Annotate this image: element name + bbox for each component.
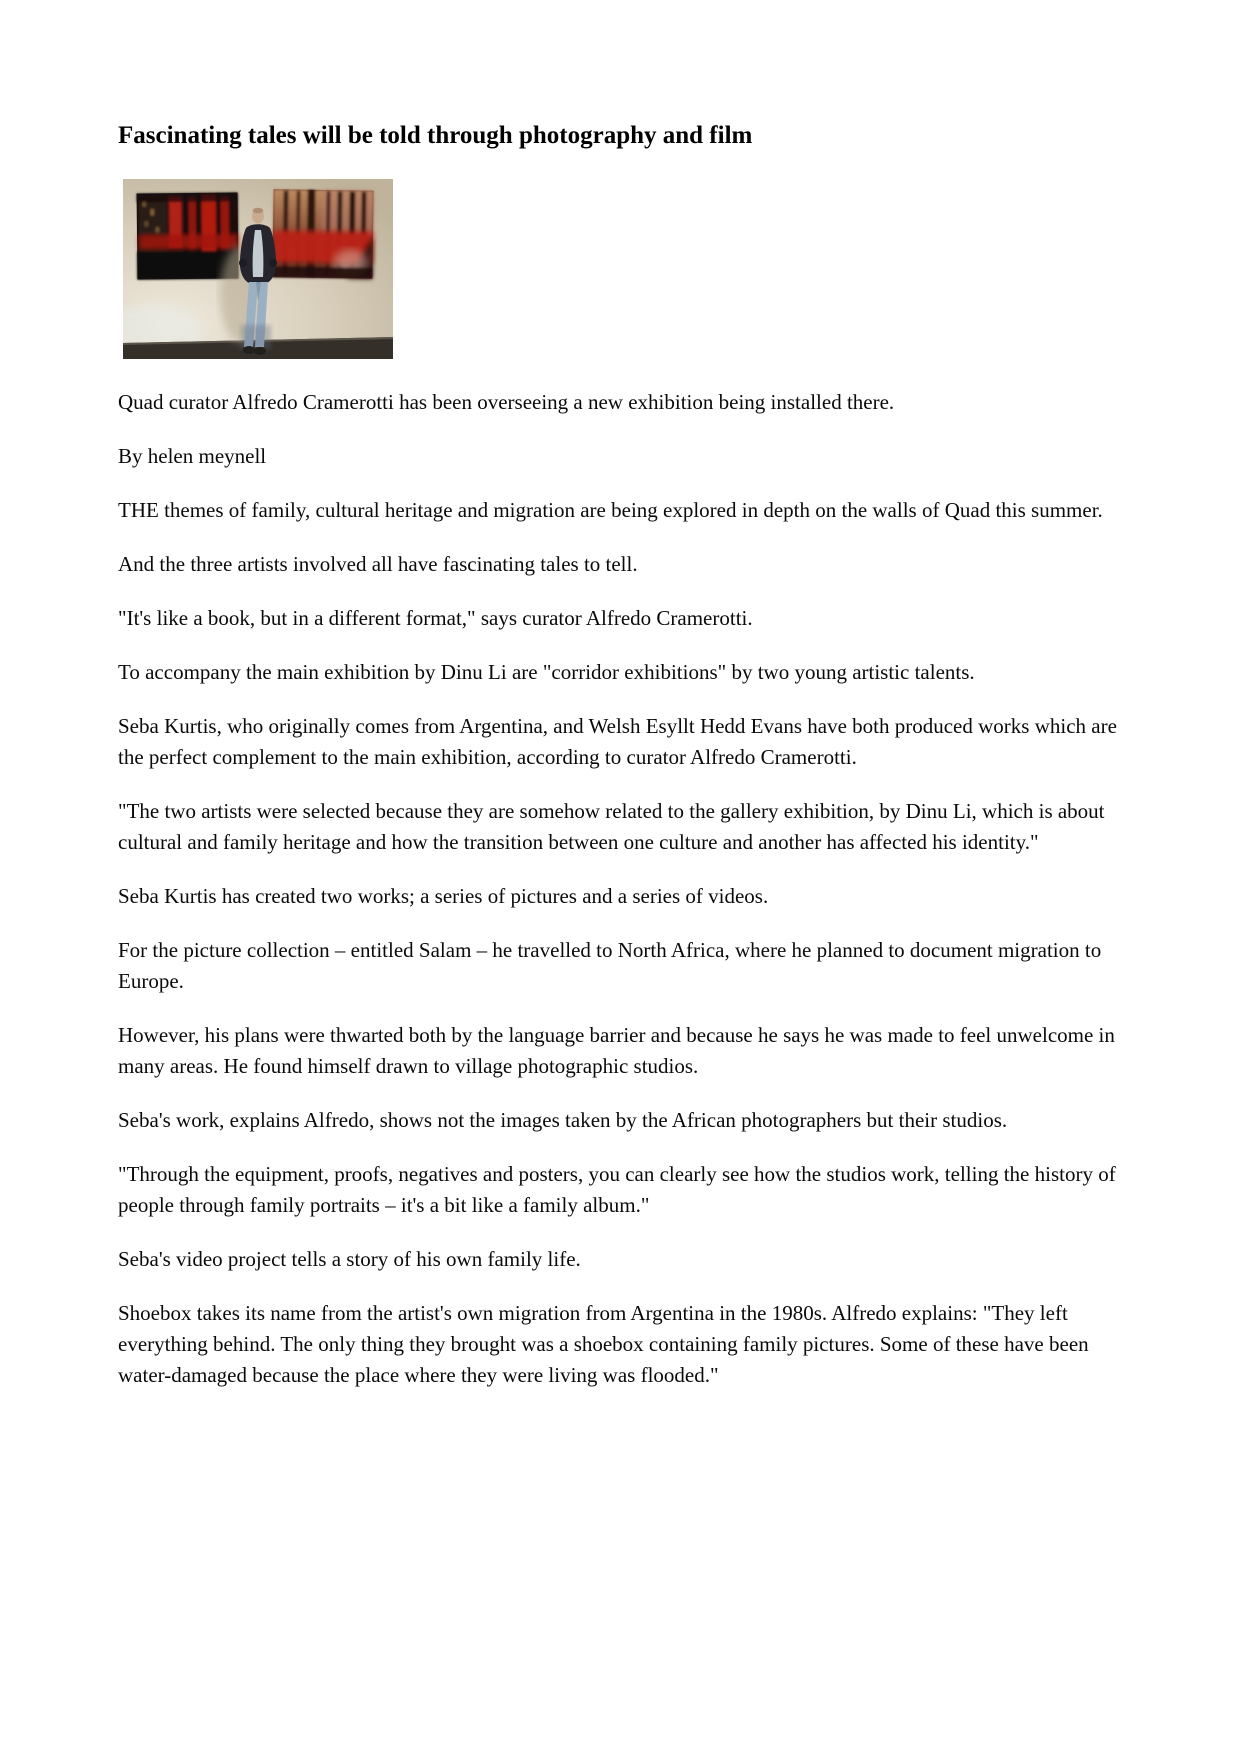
article-paragraph: Seba's work, explains Alfredo, shows not the images taken by the African photographers but their studios. xyxy=(118,1108,1008,1132)
left-painting xyxy=(137,192,239,279)
article-paragraph: Shoebox takes its name from the artist's own migration from Argentina in the 1980s. Alfredo explains: "They left everything behind. The only thing they brought was a shoebox containing family pictures. Some of these have been water-damaged because the place where they were living was flooded." xyxy=(118,1301,1089,1387)
article-byline: By helen meynell xyxy=(118,444,267,468)
shirt xyxy=(253,230,264,277)
right-shoe xyxy=(254,347,266,355)
right-hand-pocket xyxy=(269,259,277,267)
left-hand-pocket xyxy=(239,259,247,267)
article-paragraph: "Through the equipment, proofs, negatives and posters, you can clearly see how the studios work, telling the history of people through family portraits – it's a bit like a family album." xyxy=(118,1162,1116,1217)
article-paragraph: Seba's video project tells a story of his own family life. xyxy=(118,1247,581,1271)
left-shoe xyxy=(243,346,255,354)
article-paragraph: Seba Kurtis, who originally comes from Argentina, and Welsh Esyllt Hedd Evans have both produced works which are the perfect complement to the main exhibition, according to curator Alfredo Cramerotti. xyxy=(118,714,1117,769)
lower-leg-shadow xyxy=(241,325,271,349)
article-paragraph: "The two artists were selected because they are somehow related to the gallery exhibition, by Dinu Li, which is about cultural and family heritage and how the transition between one culture and another has affected his identity." xyxy=(118,799,1105,854)
article-paragraph: "It's like a book, but in a different format," says curator Alfredo Cramerotti. xyxy=(118,606,753,630)
article-paragraph: And the three artists involved all have fascinating tales to tell. xyxy=(118,552,638,576)
hair xyxy=(253,208,264,214)
gallery-photo-illustration xyxy=(123,179,393,359)
article-headline: Fascinating tales will be told through photography and film xyxy=(118,122,753,149)
article-paragraph: For the picture collection – entitled Salam – he travelled to North Africa, where he planned to document migration to Europe. xyxy=(118,938,1102,993)
article-paragraph: Seba Kurtis has created two works; a series of pictures and a series of videos. xyxy=(118,884,769,908)
right-painting xyxy=(272,189,373,278)
article-paragraph: However, his plans were thwarted both by the language barrier and because he says he was made to feel unwelcome in many areas. He found himself drawn to village photographic studios. xyxy=(118,1023,1115,1078)
article-paragraph: THE themes of family, cultural heritage and migration are being explored in depth on the walls of Quad this summer. xyxy=(118,498,1103,522)
article-caption: Quad curator Alfredo Cramerotti has been overseeing a new exhibition being installed there. xyxy=(118,390,895,414)
article-photo xyxy=(123,179,393,359)
article-paragraph: To accompany the main exhibition by Dinu Li are "corridor exhibitions" by two young artistic talents. xyxy=(118,660,975,684)
